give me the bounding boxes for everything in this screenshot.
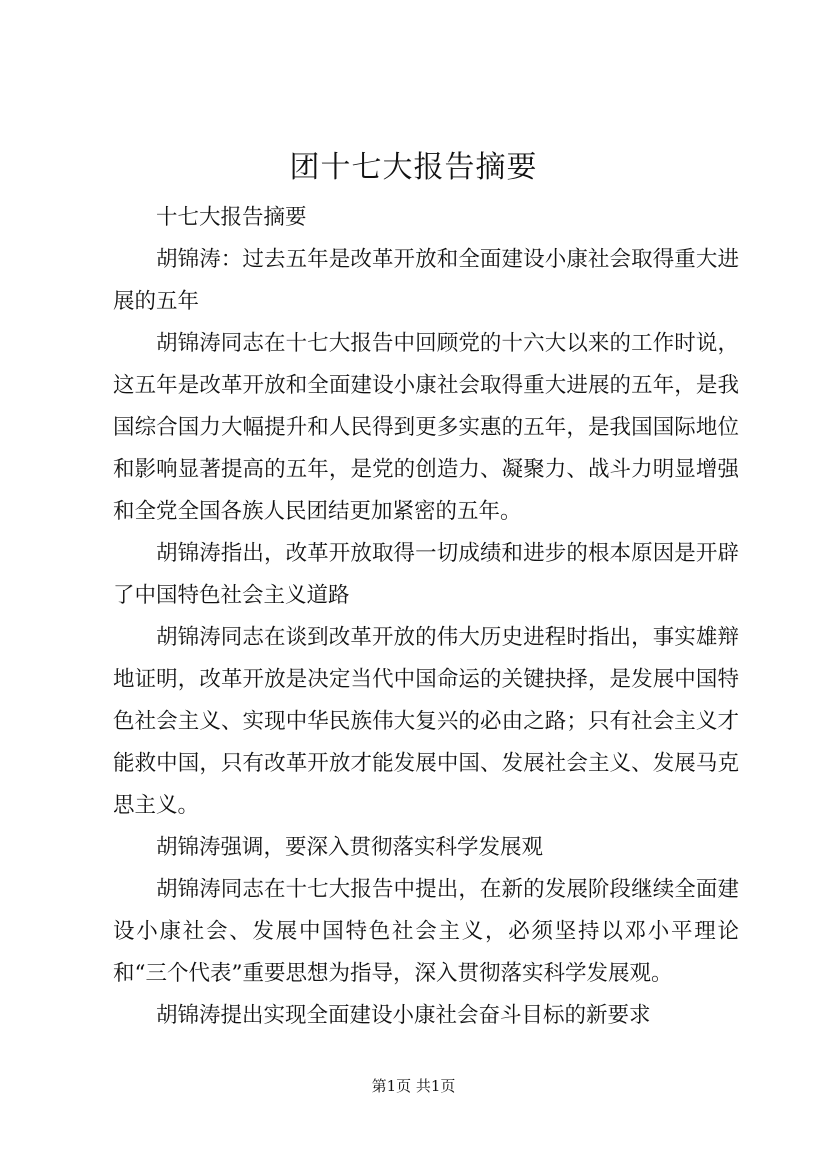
document-body xyxy=(113,197,739,1037)
paragraph-subtitle: 十七大报告摘要 xyxy=(156,205,307,230)
page-footer: 第1页 共1页 xyxy=(371,1077,456,1095)
paragraph-heading-1: 胡锦涛：过去五年是改革开放和全面建设小康社会取得重大进展的五年 xyxy=(113,247,739,314)
paragraph-heading-2: 胡锦涛指出，改革开放取得一切成绩和进步的根本原因是开辟了中国特色社会主义道路 xyxy=(113,541,739,608)
paragraph-body-1: 胡锦涛同志在十七大报告中回顾党的十六大以来的工作时说，这五年是改革开放和全面建设小康社会取得重大进展的五年，是我国综合国力大幅提升和人民得到更多实惠的五年，是我国国际地位和影响显著提高的五年，是党的创造力、凝聚力、战斗力明显增强和全党全国各族人民团结更加紧密的五年。 xyxy=(113,331,739,524)
paragraph-heading-4: 胡锦涛提出实现全面建设小康社会奋斗目标的新要求 xyxy=(156,1003,651,1028)
paragraph-heading-3: 胡锦涛强调，要深入贯彻落实科学发展观 xyxy=(156,835,544,860)
document-title: 团十七大报告摘要 xyxy=(289,150,538,185)
paragraph-body-3: 胡锦涛同志在十七大报告中提出，在新的发展阶段继续全面建设小康社会、发展中国特色社会主义，必须坚持以邓小平理论和“三个代表”重要思想为指导，深入贯彻落实科学发展观。 xyxy=(113,877,739,986)
paragraph-body-2: 胡锦涛同志在谈到改革开放的伟大历史进程时指出，事实雄辩地证明，改革开放是决定当代中国命运的关键抉择，是发展中国特色社会主义、实现中华民族伟大复兴的必由之路；只有社会主义才能救中国，只有改革开放才能发展中国、发展社会主义、发展马克思主义。 xyxy=(113,625,739,818)
